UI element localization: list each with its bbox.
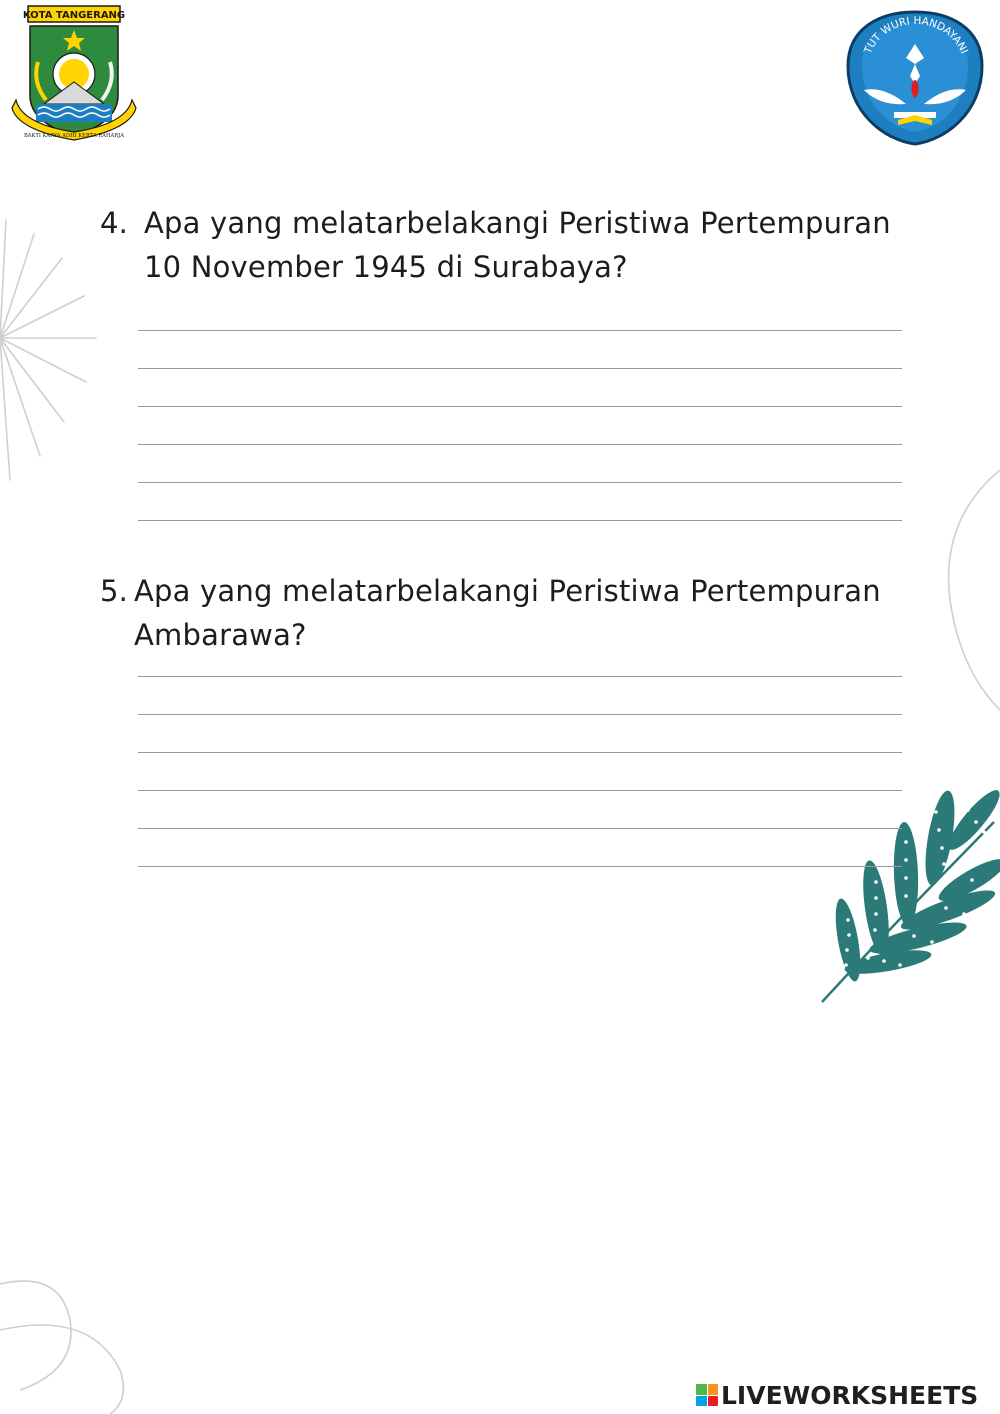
tut-wuri-motto: TUT WURI HANDAYANI bbox=[861, 14, 971, 56]
answer-line[interactable] bbox=[138, 714, 902, 715]
answer-line[interactable] bbox=[138, 520, 902, 521]
answer-line[interactable] bbox=[138, 482, 902, 483]
decorative-leaf-icon bbox=[818, 790, 1000, 1005]
answer-line[interactable] bbox=[138, 790, 902, 791]
question-number: 4. bbox=[100, 206, 129, 240]
question-text-line-1: Apa yang melatarbelakangi Peristiwa Pertempuran bbox=[144, 206, 891, 240]
brand-name: LIVEWORKSHEETS bbox=[721, 1380, 979, 1410]
kota-tangerang-banner: KOTA TANGERANG bbox=[22, 10, 126, 21]
answer-line[interactable] bbox=[138, 676, 902, 677]
answer-line[interactable] bbox=[138, 828, 902, 829]
answer-line[interactable] bbox=[138, 866, 902, 867]
question-number: 5. bbox=[100, 574, 129, 608]
decorative-swirl-icon bbox=[0, 1270, 140, 1414]
decorative-arc-icon bbox=[940, 460, 1000, 720]
question-text-line-2: Ambarawa? bbox=[134, 618, 307, 652]
tut-wuri-handayani-logo bbox=[842, 8, 988, 148]
kota-tangerang-logo bbox=[8, 4, 140, 150]
decorative-rays-icon bbox=[0, 200, 110, 500]
liveworksheets-brand bbox=[696, 1378, 978, 1412]
answer-line[interactable] bbox=[138, 330, 902, 331]
question-text-line-1: Apa yang melatarbelakangi Peristiwa Pertempuran bbox=[134, 574, 881, 608]
answer-line[interactable] bbox=[138, 368, 902, 369]
answer-line[interactable] bbox=[138, 406, 902, 407]
answer-line[interactable] bbox=[138, 752, 902, 753]
kota-tangerang-motto: BAKTI KARYA ADHI KERTA RAHARJA bbox=[24, 133, 124, 139]
liveworksheets-badge-icon bbox=[696, 1384, 718, 1406]
question-text-line-2: 10 November 1945 di Surabaya? bbox=[144, 250, 628, 284]
answer-line[interactable] bbox=[138, 444, 902, 445]
